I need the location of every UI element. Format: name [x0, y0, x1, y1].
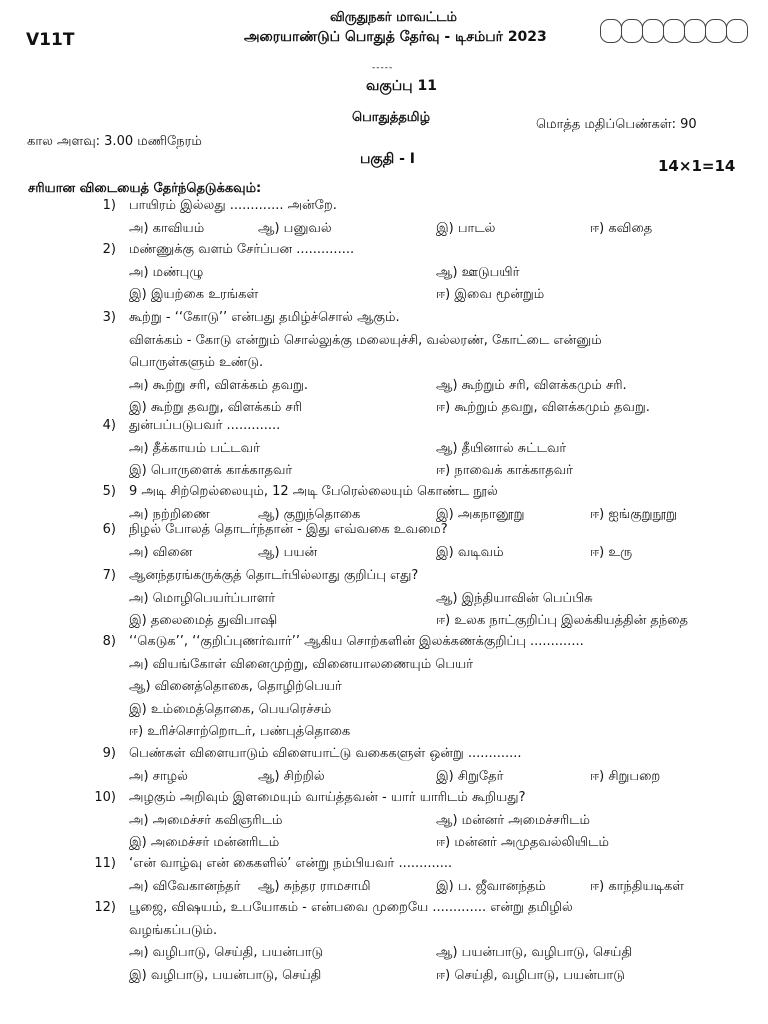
subject-label: பொதுத்தமிழ்: [352, 110, 431, 125]
part-score: 14×1=14: [658, 157, 736, 175]
exam-title: அரையாண்டுப் பொதுத் தேர்வு - டிசம்பர் 2023: [244, 29, 547, 45]
answer-option: ஆ) சிற்றில்: [258, 768, 325, 784]
answer-option: இ) வழிபாடு, பயன்பாடு, செய்தி: [129, 967, 322, 983]
time-allowed: கால அளவு: 3.00 மணிநேரம்: [27, 134, 202, 149]
question-number: 4): [102, 418, 116, 433]
answer-option: ஆ) கூற்றும் சரி, விளக்கமும் சரி.: [436, 377, 627, 393]
answer-option: அ) விவேகானந்தர்: [129, 878, 241, 894]
question-text: பாயிரம் இல்லது ............. அன்றே.: [129, 198, 337, 213]
answer-option: ஆ) ஊடுபயிர்: [436, 264, 520, 280]
answer-option: அ) மொழிபெயர்ப்பாளர்: [129, 590, 276, 606]
answer-option: இ) சிறுதேர்: [436, 768, 504, 784]
question-number: 12): [94, 900, 116, 915]
answer-option: அ) கூற்று சரி, விளக்கம் தவறு.: [129, 377, 309, 393]
answer-option: இ) பொருளைக் காக்காதவர்: [129, 463, 293, 478]
answer-option: ஈ) செய்தி, வழிபாடு, பயன்பாடு: [436, 967, 625, 983]
paper-code: V11T: [26, 30, 75, 50]
question-number: 2): [102, 242, 116, 257]
answer-option: இ) தலைமைத் துவிபாஷி: [129, 613, 278, 628]
question-text: ‘என் வாழ்வு என் கைகளில்’ என்று நம்பியவர் .............: [129, 856, 453, 871]
answer-option: அ) வியங்கோள் வினைமுற்று, வினையாலணையும் பெயர்: [129, 656, 474, 672]
question-number: 8): [102, 634, 116, 649]
answer-option: ஈ) கூற்றும் தவறு, விளக்கமும் தவறு.: [436, 400, 650, 415]
answer-option: ஈ) உலக நாட்குறிப்பு இலக்கியத்தின் தந்தை: [436, 613, 689, 628]
question-text: 9 அடி சிற்றெல்லையும், 12 அடி பேரெல்லையும் கொண்ட நூல்: [129, 484, 498, 499]
question-number: 5): [102, 484, 116, 499]
register-box: [663, 19, 685, 43]
answer-option: அ) அமைச்சர் கவிஞரிடம்: [129, 812, 283, 828]
register-box: [684, 19, 706, 43]
answer-option: இ) ப. ஜீவானந்தம்: [436, 878, 546, 894]
answer-option: இ) அகநானூறு: [436, 506, 525, 522]
answer-option: ஆ) இந்தியாவின் பெப்பிசு: [436, 590, 593, 606]
answer-option: ஆ) பயன்பாடு, வழிபாடு, செய்தி: [436, 945, 633, 960]
answer-option: ஆ) சுந்தர ராமசாமி: [258, 878, 371, 894]
question-text: வழங்கப்படும்.: [129, 922, 218, 938]
answer-option: இ) கூற்று தவறு, விளக்கம் சரி: [129, 400, 303, 415]
answer-option: ஆ) குறுந்தொகை: [258, 506, 361, 522]
answer-option: ஈ) கவிதை: [590, 220, 653, 236]
answer-option: ஈ) மன்னர் அமுதவல்லியிடம்: [436, 835, 609, 850]
register-box: [642, 19, 664, 43]
question-text: ஆனந்தரங்கருக்குத் தொடர்பில்லாது குறிப்பு எது?: [129, 568, 419, 583]
answer-option: ஈ) நாவைக் காக்காதவர்: [436, 463, 573, 478]
register-box: [705, 19, 727, 43]
answer-option: ஈ) உரு: [590, 544, 633, 560]
question-text: விளக்கம் - கோடு என்றும் சொல்லுக்கு மலையுச்சி, வல்லரண், கோட்டை என்னும்: [129, 332, 602, 348]
answer-option: ஈ) சிறுபறை: [590, 768, 661, 784]
part-label: பகுதி - I: [360, 151, 416, 167]
question-text: துன்பப்படுபவர் .............: [129, 418, 281, 433]
answer-option: இ) இயற்கை உரங்கள்: [129, 287, 259, 302]
question-number: 1): [102, 198, 116, 213]
question-text: பூஜை, விஷயம், உபயோகம் - என்பவை முறையே ............. என்று தமிழில்: [129, 900, 573, 915]
answer-option: ஆ) பனுவல்: [258, 220, 332, 236]
question-number: 6): [102, 522, 116, 537]
answer-option: ஈ) காந்தியடிகள்: [590, 878, 685, 894]
question-text: கூற்று - ‘‘கோடு’’ என்பது தமிழ்ச்சொல் ஆகும்.: [129, 310, 400, 325]
question-number: 9): [102, 746, 116, 761]
answer-option: ஈ) இவை மூன்றும்: [436, 287, 545, 302]
question-number: 11): [94, 856, 116, 871]
question-text: ‘‘கெடுக’’, ‘‘குறிப்புணர்வார்’’ ஆகிய சொற்களின் இலக்கணக்குறிப்பு .............: [129, 634, 584, 649]
question-text: பொருள்களும் உண்டு.: [129, 355, 264, 370]
instruction: சரியான விடையைத் தேர்ந்தெடுக்கவும்:: [28, 181, 262, 196]
answer-option: அ) வழிபாடு, செய்தி, பயன்பாடு: [129, 945, 324, 960]
answer-option: அ) சாழல்: [129, 768, 188, 784]
separator: -----: [372, 63, 394, 73]
answer-option: இ) அமைச்சர் மன்னரிடம்: [129, 835, 280, 850]
register-box: [621, 19, 643, 43]
answer-option: அ) தீக்காயம் பட்டவர்: [129, 440, 260, 456]
question-text: அழகும் அறிவும் இளமையும் வாய்த்தவன் - யார் யாரிடம் கூறியது?: [129, 790, 526, 805]
answer-option: ஆ) வினைத்தொகை, தொழிற்பெயர்: [129, 679, 342, 694]
answer-option: அ) நற்றிணை: [129, 506, 210, 522]
answer-option: இ) உம்மைத்தொகை, பெயரெச்சம்: [129, 701, 332, 717]
question-text: பெண்கள் விளையாடும் விளையாட்டு வகைகளுள் ஒன்று .............: [129, 746, 522, 761]
answer-option: ஈ) ஐங்குறுநூறு: [590, 506, 678, 522]
answer-option: ஈ) உரிச்சொற்றொடர், பண்புத்தொகை: [129, 724, 351, 739]
question-text: மண்ணுக்கு வளம் சேர்ப்பன ..............: [129, 242, 355, 257]
total-marks: மொத்த மதிப்பெண்கள்: 90: [536, 117, 697, 132]
question-number: 7): [102, 568, 116, 583]
register-number-boxes: [600, 19, 747, 43]
district-name: விருதுநகர் மாவட்டம்: [330, 10, 457, 25]
answer-option: அ) மண்புழு: [129, 264, 204, 280]
answer-option: இ) பாடல்: [436, 220, 496, 236]
class-label: வகுப்பு 11: [366, 78, 437, 94]
question-number: 3): [102, 310, 116, 325]
answer-option: இ) வடிவம்: [436, 544, 504, 560]
answer-option: அ) காவியம்: [129, 220, 205, 236]
register-box: [726, 19, 748, 43]
question-number: 10): [94, 790, 116, 805]
answer-option: அ) வினை: [129, 544, 193, 560]
answer-option: ஆ) தீயினால் சுட்டவர்: [436, 440, 567, 456]
answer-option: ஆ) மன்னர் அமைச்சரிடம்: [436, 812, 591, 828]
question-text: நிழல் போலத் தொடர்ந்தான் - இது எவ்வகை உவமை?: [129, 522, 448, 537]
register-box: [600, 19, 622, 43]
answer-option: ஆ) பயன்: [258, 544, 318, 560]
